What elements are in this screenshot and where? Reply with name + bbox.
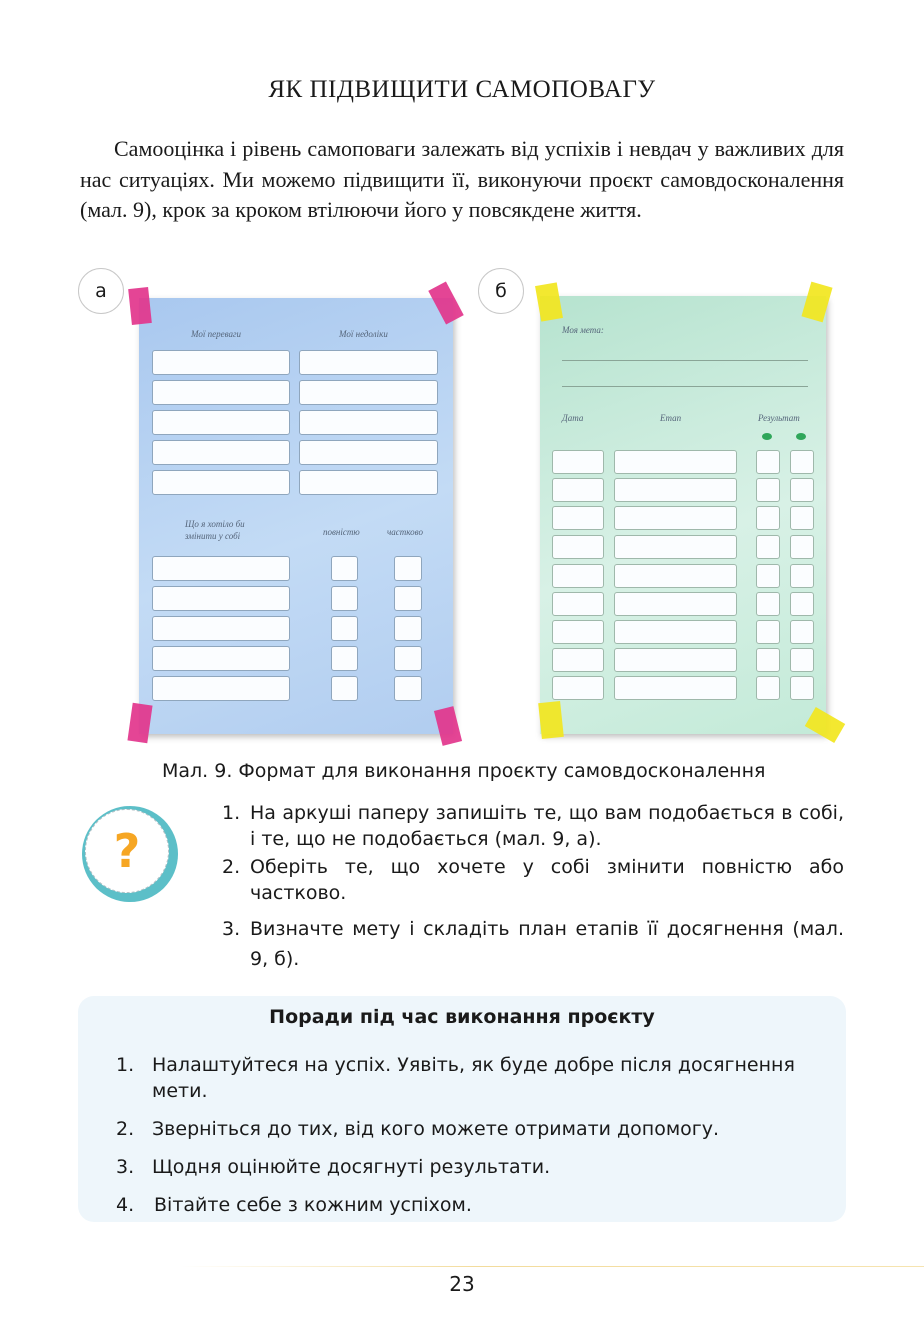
change-header: Що я хотіло би змінити у собі xyxy=(185,519,245,541)
partially-checkbox xyxy=(394,586,422,611)
fully-checkbox xyxy=(331,556,358,581)
goal-line xyxy=(562,360,808,361)
figure-a-label: а xyxy=(78,268,124,314)
question-mark-glyph: ? xyxy=(113,824,141,878)
tip-number: 2. xyxy=(116,1118,135,1140)
date-header: Дата xyxy=(562,413,584,423)
figure-b-label: б xyxy=(478,268,524,314)
task-item xyxy=(222,854,844,906)
task-number: 1. xyxy=(222,802,241,824)
stage-field xyxy=(614,535,737,559)
figure-b-worksheet xyxy=(540,296,826,734)
fully-checkbox xyxy=(331,646,358,671)
goal-label: Моя мета: xyxy=(562,325,604,335)
fully-checkbox xyxy=(331,676,358,701)
result-checkbox xyxy=(756,620,780,644)
green-dot-icon xyxy=(762,433,772,440)
tip-text: Налаштуйтеся на успіх. Уявіть, як буде добре після досягнення мети. xyxy=(152,1054,795,1102)
stage-header: Етап xyxy=(660,413,682,423)
change-field xyxy=(152,556,290,581)
fully-checkbox xyxy=(331,616,358,641)
tip-text: Зверніться до тих, від кого можете отримати допомогу. xyxy=(152,1118,720,1140)
weakness-field xyxy=(299,470,438,495)
change-field xyxy=(152,676,290,701)
result-checkbox xyxy=(756,676,780,700)
stage-field xyxy=(614,478,737,502)
figure-caption: Мал. 9. Формат для виконання проєкту самовдосконалення xyxy=(162,760,766,782)
result-checkbox xyxy=(790,478,814,502)
result-checkbox xyxy=(756,450,780,474)
result-checkbox xyxy=(790,592,814,616)
tip-text: Щодня оцінюйте досягнуті результати. xyxy=(152,1156,551,1178)
yellow-tape xyxy=(801,282,832,323)
weakness-field xyxy=(299,440,438,465)
result-checkbox xyxy=(790,620,814,644)
change-field xyxy=(152,646,290,671)
strength-field xyxy=(152,440,290,465)
tip-number: 4. xyxy=(116,1194,135,1216)
task-text: Оберіть те, що хочете у собі змінити повністю або частково. xyxy=(250,856,844,904)
pink-tape xyxy=(128,287,152,325)
weakness-field xyxy=(299,410,438,435)
task-list xyxy=(222,800,844,976)
intro-paragraph: Самооцінка і рівень самоповаги залежать від успіхів і невдач у важливих для нас ситуаціях. Ми можемо підвищити її, виконуючи проєкт самовдосконалення (мал. 9), крок за кроком втілюючи його у повсякдене життя. xyxy=(80,136,844,222)
date-field xyxy=(552,564,604,588)
pink-tape xyxy=(434,706,462,746)
partially-checkbox xyxy=(394,676,422,701)
strength-field xyxy=(152,410,290,435)
partially-header: частково xyxy=(387,527,423,537)
date-field xyxy=(552,620,604,644)
result-checkbox xyxy=(790,506,814,530)
goal-line xyxy=(562,386,808,387)
stage-field xyxy=(614,564,737,588)
tip-item xyxy=(116,1154,832,1180)
stage-field xyxy=(614,648,737,672)
question-icon-inner xyxy=(85,809,169,893)
tip-number: 3. xyxy=(116,1156,135,1178)
partially-checkbox xyxy=(394,616,422,641)
tip-item xyxy=(116,1052,832,1104)
tip-item xyxy=(116,1192,832,1218)
weakness-field xyxy=(299,350,438,375)
task-number: 2. xyxy=(222,856,241,878)
strength-field xyxy=(152,470,290,495)
result-checkbox xyxy=(756,535,780,559)
date-field xyxy=(552,648,604,672)
footer-divider xyxy=(180,1266,924,1267)
date-field xyxy=(552,592,604,616)
result-checkbox xyxy=(756,648,780,672)
result-checkbox xyxy=(790,450,814,474)
section-title: ЯК ПІДВИЩИТИ САМОПОВАГУ xyxy=(268,76,656,103)
tips-title: Поради під час виконання проєкту xyxy=(269,1006,655,1028)
date-field xyxy=(552,676,604,700)
strengths-header: Мої переваги xyxy=(191,329,241,339)
stage-field xyxy=(614,592,737,616)
result-header: Результат xyxy=(758,413,800,423)
weakness-field xyxy=(299,380,438,405)
change-field xyxy=(152,586,290,611)
date-field xyxy=(552,535,604,559)
date-field xyxy=(552,450,604,474)
stage-field xyxy=(614,506,737,530)
fully-checkbox xyxy=(331,586,358,611)
result-checkbox xyxy=(790,676,814,700)
stage-field xyxy=(614,620,737,644)
tip-text: Вітайте себе з кожним успіхом. xyxy=(154,1194,472,1216)
tip-item xyxy=(116,1116,832,1142)
result-checkbox xyxy=(756,564,780,588)
yellow-tape xyxy=(538,701,564,739)
weaknesses-header: Мої недоліки xyxy=(339,329,388,339)
question-icon xyxy=(82,806,178,902)
change-field xyxy=(152,616,290,641)
partially-checkbox xyxy=(394,556,422,581)
strength-field xyxy=(152,350,290,375)
stage-field xyxy=(614,450,737,474)
result-checkbox xyxy=(790,564,814,588)
task-text: Визначте мету і складіть план етапів її досягнення (мал. 9, б). xyxy=(250,918,844,970)
result-checkbox xyxy=(790,648,814,672)
date-field xyxy=(552,478,604,502)
stage-field xyxy=(614,676,737,700)
pink-tape xyxy=(127,703,152,743)
tip-number: 1. xyxy=(116,1054,135,1076)
strength-field xyxy=(152,380,290,405)
result-checkbox xyxy=(756,478,780,502)
task-number: 3. xyxy=(222,918,241,940)
result-checkbox xyxy=(756,506,780,530)
figure-a-worksheet xyxy=(139,298,453,734)
task-item xyxy=(222,914,844,974)
green-dot-icon xyxy=(796,433,806,440)
tips-list xyxy=(116,1052,832,1230)
task-item xyxy=(222,800,844,852)
partially-checkbox xyxy=(394,646,422,671)
task-text: На аркуші паперу запишіть те, що вам подобається в собі, і те, що не подобається (мал. 9, а). xyxy=(250,802,844,850)
result-checkbox xyxy=(756,592,780,616)
page-number: 23 xyxy=(449,1272,475,1296)
date-field xyxy=(552,506,604,530)
result-checkbox xyxy=(790,535,814,559)
fully-header: повністю xyxy=(323,527,360,537)
